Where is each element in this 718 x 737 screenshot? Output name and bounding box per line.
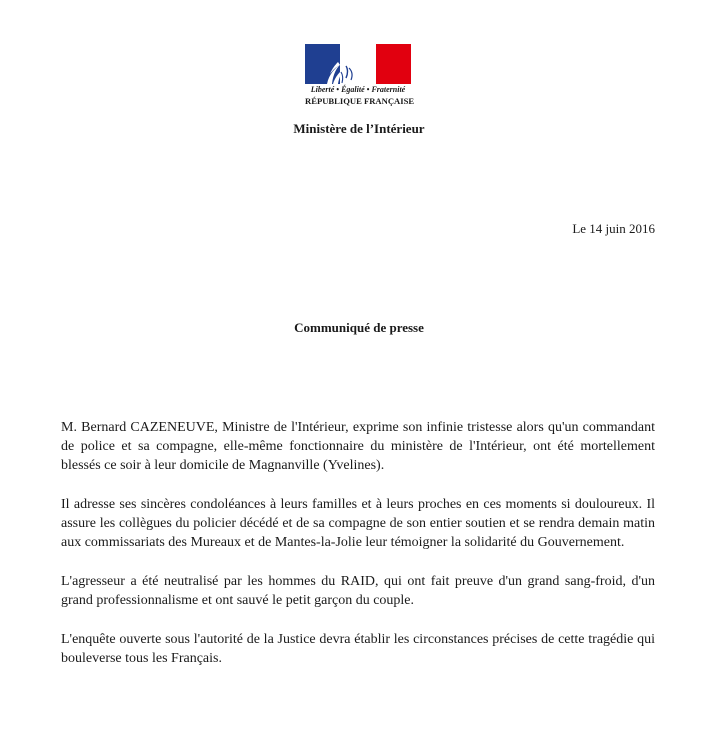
document-date: Le 14 juin 2016: [572, 221, 655, 236]
paragraph: Il adresse ses sincères condoléances à leurs familles et à leurs proches en ces moments si douloureux. Il assure les collègues du policier décédé et de sa compagne de son entier soutien et se rendra demain matin aux commissariats des Mureaux et de Mantes-la-Jolie leur témoigner la solidarité du Gouvernement.: [61, 497, 655, 550]
document-type-heading: Communiqué de presse: [294, 320, 424, 335]
republic-name: RÉPUBLIQUE FRANÇAISE: [305, 96, 415, 106]
paragraph: L'agresseur a été neutralisé par les hommes du RAID, qui ont fait preuve d'un grand sang-froid, d'un grand professionnalisme et ont sauvé le petit garçon du couple.: [61, 574, 655, 608]
republique-francaise-logo: [305, 44, 415, 108]
press-release-body: [61, 418, 655, 688]
ministry-title: Ministère de l’Intérieur: [293, 121, 425, 136]
paragraph: M. Bernard CAZENEUVE, Ministre de l'Intérieur, exprime son infinie tristesse alors qu'un commandant de police et sa compagne, elle-même fonctionnaire du ministère de l'Intérieur, ont été mortellement blessés ce soir à leur domicile de Magnanville (Yvelines).: [61, 420, 655, 473]
marianne-tricolor-icon: [305, 44, 411, 84]
paragraph: L'enquête ouverte sous l'autorité de la Justice devra établir les circonstances précises de cette tragédie qui bouleverse tous les Français.: [61, 632, 655, 666]
republic-motto: Liberté • Égalité • Fraternité: [310, 85, 406, 94]
marianne-profile-icon: [305, 44, 411, 84]
